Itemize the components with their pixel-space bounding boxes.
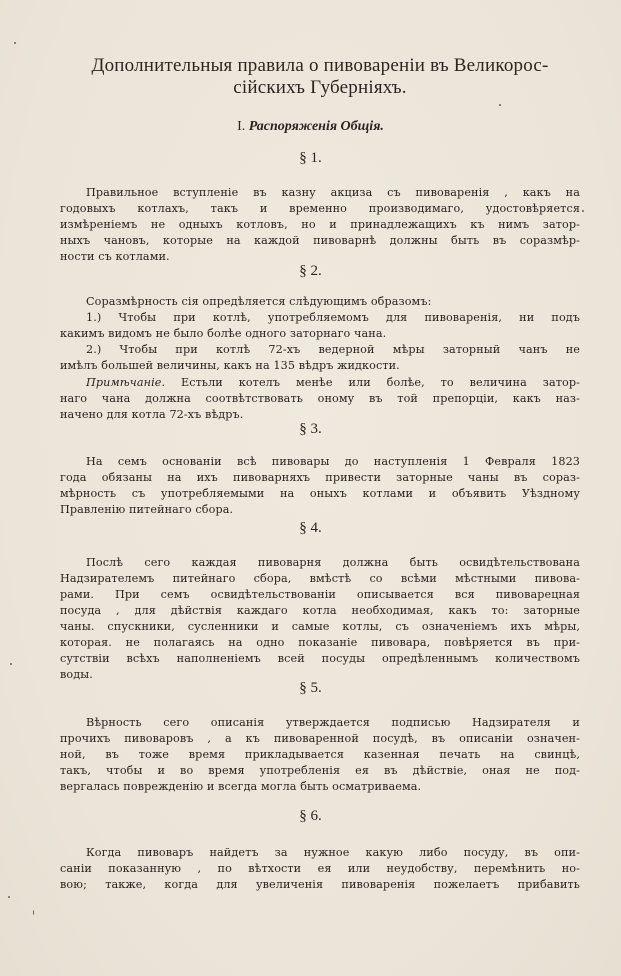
note-text <box>86 376 580 389</box>
text-line: Правильное вступленіе въ казну акциза съ пивоваренія , какъ на <box>86 186 580 199</box>
text-line: сутствіи всѣхъ наполненіемъ всей посуды опредѣленнымъ количествомъ <box>60 652 580 665</box>
text-line: рами. При семъ освидѣтельствованіи описывается вся пивоварецная <box>60 588 580 601</box>
text-line: годовыхъ котлахъ, такъ и временно производимаго, удостовѣряется <box>60 202 580 215</box>
text-line: начено для котла 72-хъ вѣдръ. <box>60 408 244 421</box>
paragraph-mark-2: § 2. <box>299 263 322 279</box>
text-line: 2.) Чтобы при котлѣ 72-хъ ведерной мѣры заторный чанъ не <box>86 343 580 356</box>
text-line: мѣрность съ употребляемыми на оныхъ котлами и объявить Уѣздному <box>60 487 580 500</box>
text-line: Правленію питейнаго сбора. <box>60 503 234 516</box>
text-line: Послѣ сего каждая пивоварня должна быть освидѣтельствована <box>86 556 580 569</box>
paper-speck <box>33 910 34 915</box>
title-line-2: сійскихъ Губерніяхъ. <box>233 77 407 98</box>
text-line: прочихъ пивоваровъ , а къ пивоваренной посудѣ, въ описаніи означен- <box>60 732 580 745</box>
paragraph-mark-3: § 3. <box>299 421 322 437</box>
text-line: воды. <box>60 668 93 681</box>
text-line: имѣлъ большей величины, какъ на 135 вѣдръ жидкости. <box>60 359 400 372</box>
text-line: саніи показанную , по вѣтхости ея или неудобству, перемѣнить но- <box>60 862 580 875</box>
text-line: посуда , для дѣйствія каждаго котла необходимая, какъ то: заторные <box>60 604 580 617</box>
text-line: Соразмѣрность сія опредѣляется слѣдующимъ образомъ: <box>86 295 432 308</box>
text-line: вою; также, когда для увеличенія пивоваренія пожелаетъ прибавить <box>60 878 580 891</box>
text-line: измѣреніемъ не одныхъ котловъ, но и принадлежащихъ къ нимъ затор- <box>60 218 580 231</box>
text-line: которая. не полагаясь на одно показаніе пивовара, повѣряется въ при- <box>60 636 580 649</box>
note-label: Примѣчаніе. <box>86 376 166 389</box>
section-heading <box>0 119 621 135</box>
paper-speck <box>14 42 16 44</box>
note-body: Естьли котелъ менѣе или болѣе, то величина затор- <box>165 376 580 389</box>
text-line: такъ, чтобы и во время употребленія ея въ дѣйствіе, оная не под- <box>60 764 580 777</box>
text-line: ной, въ тоже время прикладывается казенная печать на свинцѣ, <box>60 748 580 761</box>
text-line: Вѣрность сего описанія утверждается подписью Надзирателя и <box>86 716 580 729</box>
text-line: На семъ основаніи всѣ пивовары до наступленія 1 Февраля 1823 <box>86 455 580 468</box>
paragraph-mark-5: § 5. <box>299 680 322 696</box>
text-line: ныхъ чановъ, которые на каждой пивоварнѣ должны быть въ соразмѣр- <box>60 234 580 247</box>
note-line <box>86 376 580 390</box>
text-line: года обязаны на ихъ пивоварняхъ привести заторные чаны въ сораз- <box>60 471 580 484</box>
text-line: Когда пивоваръ найдетъ за нужное какую либо посуду, въ опи- <box>86 846 580 859</box>
paper-speck <box>8 896 10 898</box>
section-title: Распоряженія Общія. <box>248 119 384 134</box>
text-line: 1.) Чтобы при котлѣ, употребляемомъ для пивоваренія, ни подъ <box>86 311 580 324</box>
text-line: чаны. спускники, сусленники и самые котлы, съ означеніемъ ихъ мѣры, <box>60 620 580 633</box>
text-line: Надзирателемъ питейнаго сбора, вмѣстѣ со всѣми мѣстными пивова- <box>60 572 580 585</box>
paper-speck <box>10 663 12 665</box>
paragraph-mark-6: § 6. <box>299 808 322 824</box>
paper-speck <box>499 104 501 106</box>
paragraph-mark-1: § 1. <box>299 150 322 166</box>
paragraph-mark-4: § 4. <box>299 520 322 536</box>
paper-speck <box>582 210 584 212</box>
text-line: наго чана должна соотвѣтствовать оному въ той препорціи, какъ наз- <box>60 392 580 405</box>
title-line-1: Дополнительныя правила о пивовареніи въ Великорос- <box>91 55 549 76</box>
text-line: вергалась поврежденію и всегда могла быть осматриваема. <box>60 780 422 793</box>
text-line: ности съ котлами. <box>60 250 170 263</box>
text-line: какимъ видомъ не было болѣе одного заторнаго чана. <box>60 327 387 340</box>
section-number: I. <box>237 119 246 134</box>
